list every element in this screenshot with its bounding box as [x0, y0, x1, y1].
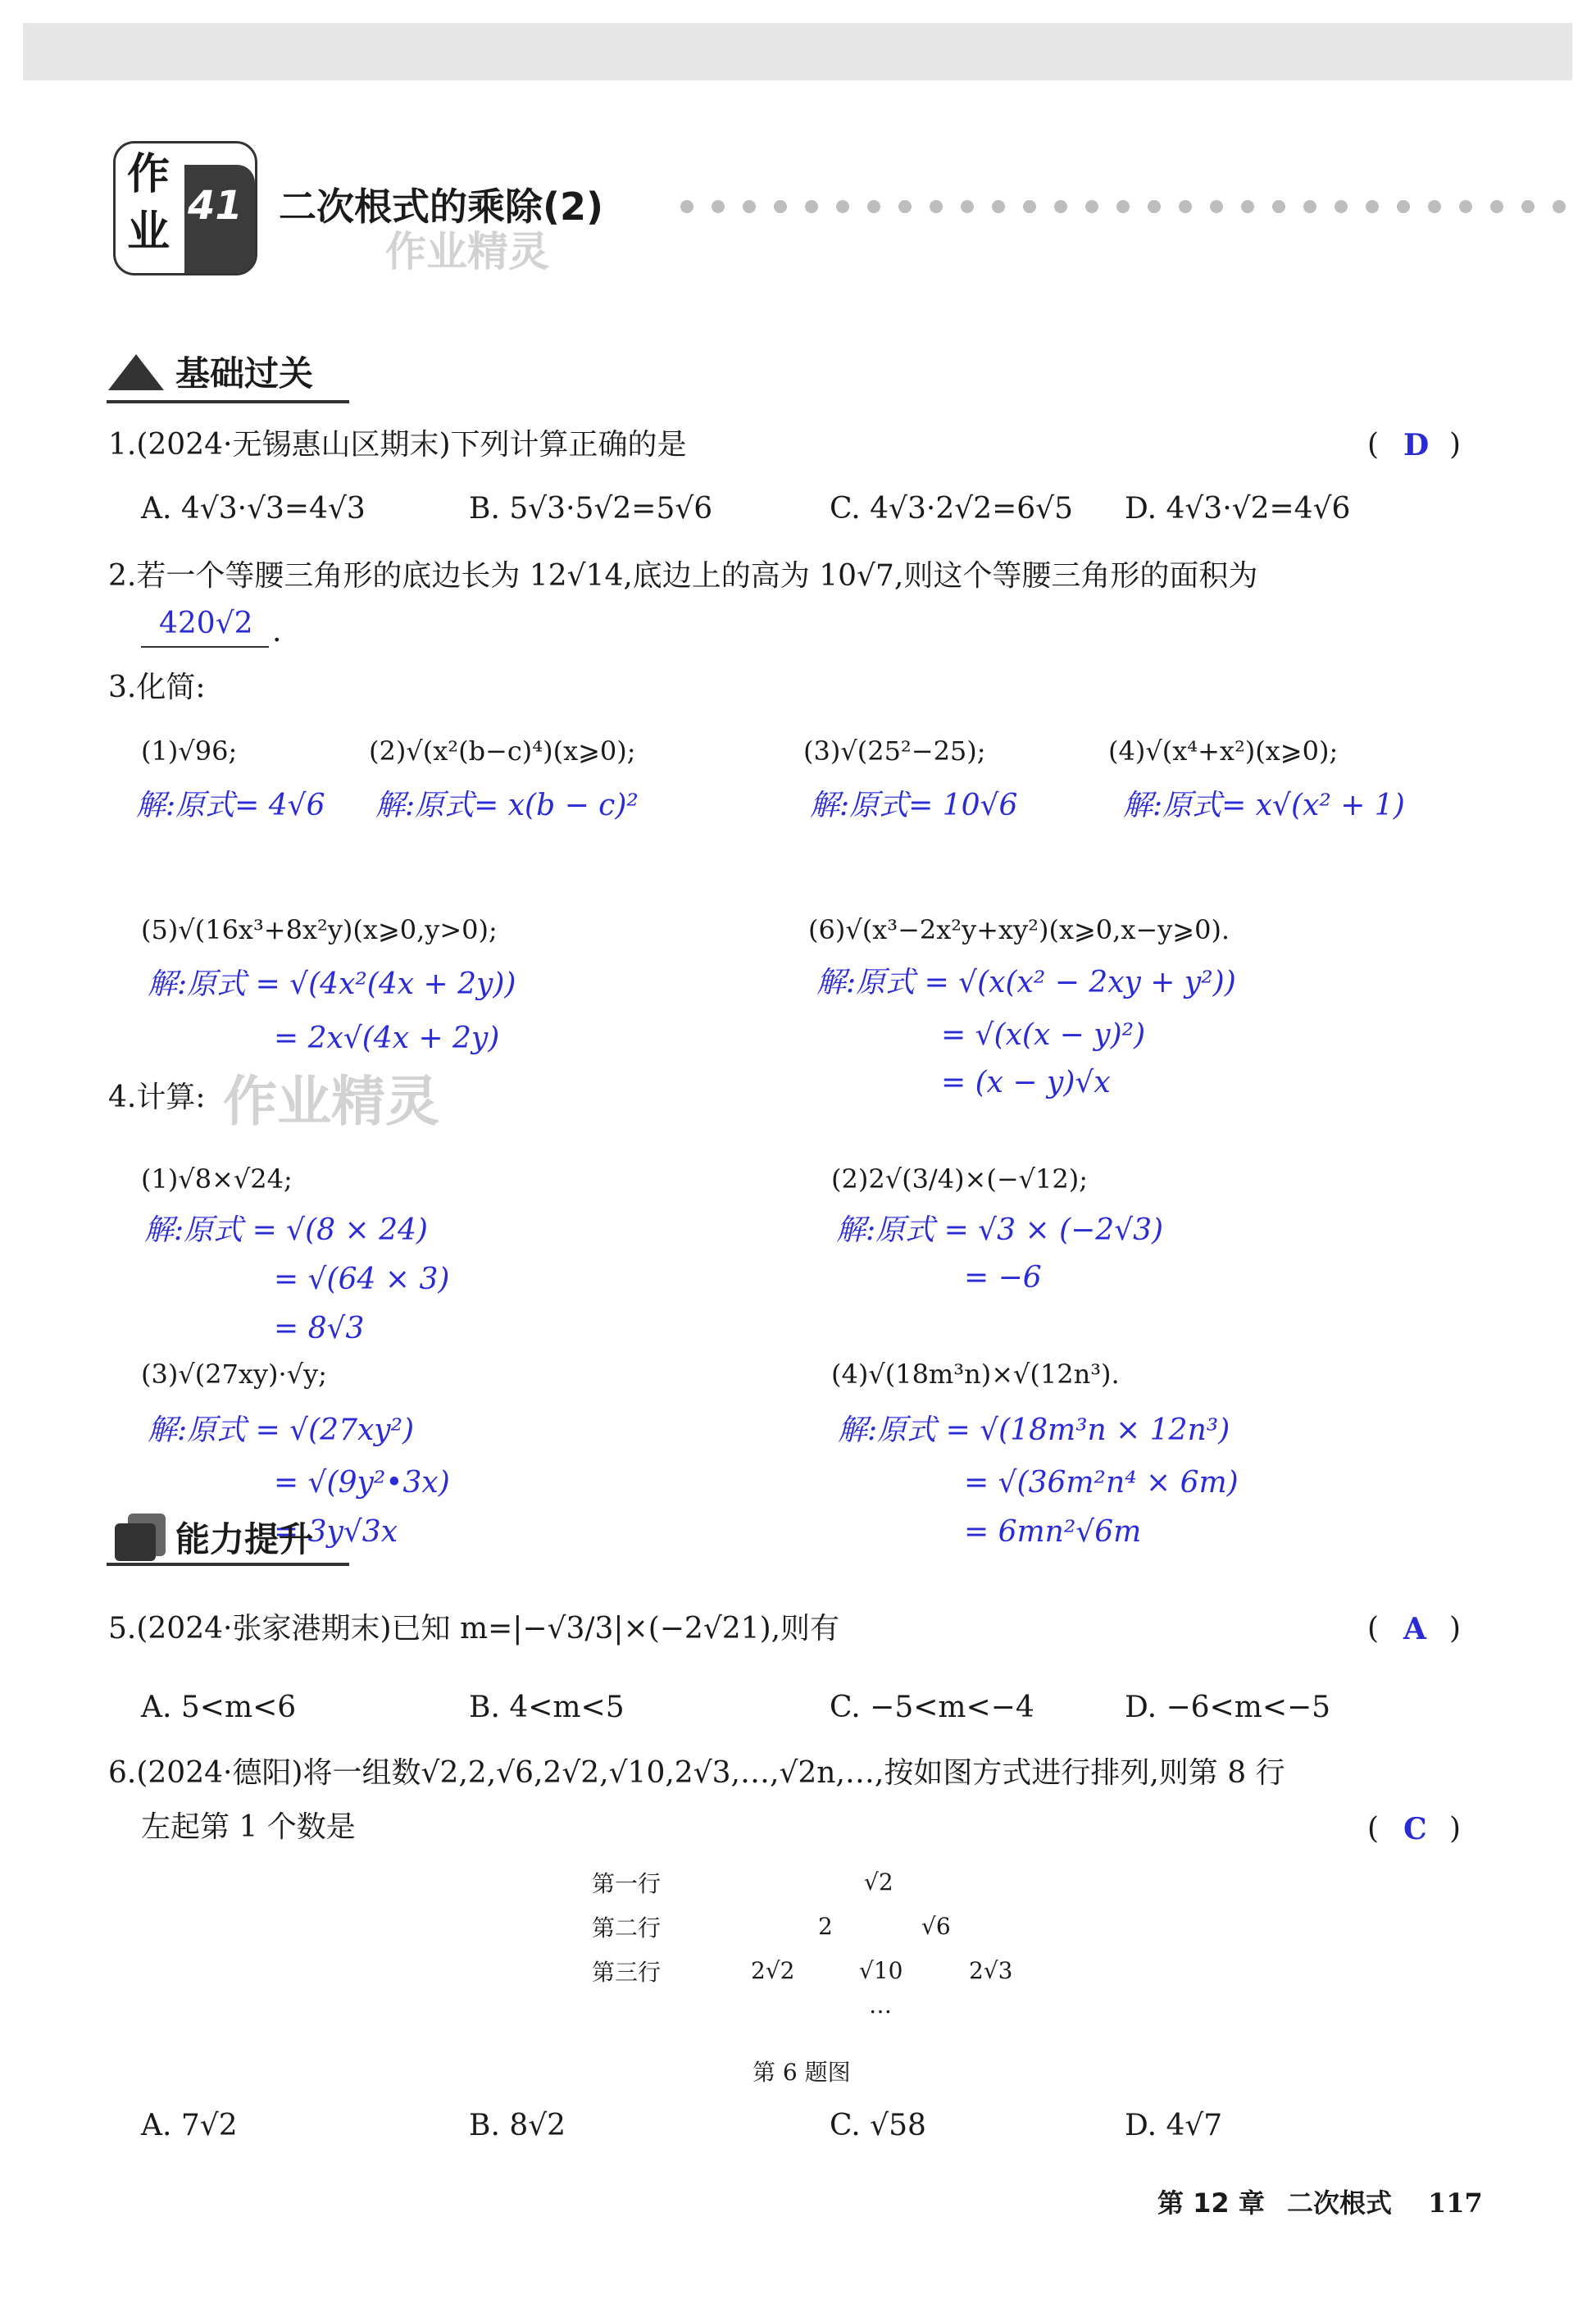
q3-answer-3: 解:原式= 10√6 — [810, 789, 1018, 822]
q4-p1-line-3: = 8√3 — [274, 1312, 365, 1345]
q4-part-1: (1)√8×√24; — [141, 1163, 293, 1195]
q3-p5-line-1: 解:原式 = √(4x²(4x + 2y)) — [148, 967, 516, 1001]
q1-option-c: C. 4√3·2√2=6√5 — [830, 492, 1073, 526]
q6-option-b: B. 8√2 — [469, 2109, 566, 2142]
q3-p5-line-2: = 2x√(4x + 2y) — [274, 1022, 500, 1055]
figure-caption: 第 6 题图 — [753, 2059, 851, 2086]
q3-answer-1: 解:原式= 4√6 — [136, 789, 325, 822]
assignment-badge — [113, 141, 257, 275]
section1-title: 基础过关 — [175, 353, 314, 394]
section2-title: 能力提升 — [175, 1519, 314, 1559]
q3-answer-4: 解:原式= x√(x² + 1) — [1123, 789, 1405, 822]
q6-answer: C — [1403, 1812, 1427, 1846]
q3-p6-line-2: = √(x(x − y)²) — [941, 1018, 1146, 1052]
watermark-top: 作业精灵 — [385, 228, 549, 275]
footer-chapter: 第 12 章 — [1157, 2187, 1265, 2219]
figure-row3-value-2: √10 — [859, 1957, 903, 1984]
q5-option-c: C. −5<m<−4 — [830, 1691, 1034, 1724]
q4-p3-line-2: = √(9y²•3x) — [274, 1466, 450, 1500]
footer-chapter-title: 二次根式 — [1287, 2187, 1393, 2219]
q4-stem: 4.计算: — [108, 1081, 206, 1114]
top-band — [23, 23, 1572, 80]
q3-part-1: (1)√96; — [141, 735, 238, 767]
q4-p2-line-2: = −6 — [964, 1261, 1042, 1295]
figure-row-label-2: 第二行 — [592, 1914, 662, 1941]
q5-option-a: A. 5<m<6 — [141, 1691, 297, 1724]
q2-stem: 2.若一个等腰三角形的底边长为 12√14,底边上的高为 10√7,则这个等腰三角形的面积为 — [108, 559, 1258, 593]
q6-stem-line-2: 左起第 1 个数是 — [141, 1810, 356, 1844]
q4-p4-line-2: = √(36m²n⁴ × 6m) — [964, 1466, 1239, 1500]
q1-paren-left: ( — [1367, 428, 1380, 462]
q6-option-c: C. √58 — [830, 2109, 926, 2142]
q6-paren-left: ( — [1367, 1812, 1380, 1846]
watermark-middle: 作业精灵 — [223, 1070, 439, 1133]
title-dots — [680, 200, 1584, 216]
q3-part-3: (3)√(25²−25); — [803, 735, 986, 767]
section-triangle-icon — [108, 354, 164, 390]
q4-part-3: (3)√(27xy)·√y; — [141, 1359, 327, 1390]
q3-p6-line-3: = (x − y)√x — [941, 1066, 1111, 1099]
section2-underline — [107, 1563, 349, 1566]
q6-option-d: D. 4√7 — [1125, 2109, 1223, 2142]
q2-answer: 420√2 — [159, 607, 253, 640]
q3-stem: 3.化简: — [108, 671, 206, 704]
q1-paren-right: ) — [1449, 428, 1462, 462]
q3-part-4: (4)√(x⁴+x²)(x⩾0); — [1108, 735, 1339, 767]
figure-row3-value-1: 2√2 — [751, 1957, 795, 1984]
badge-top-char: 作 — [127, 150, 171, 199]
q4-p1-line-2: = √(64 × 3) — [274, 1263, 450, 1296]
page-title: 二次根式的乘除(2) — [279, 184, 604, 229]
q6-stem-line-1: 6.(2024·德阳)将一组数√2,2,√6,2√2,√10,2√3,…,√2n,…,按如图方式进行排列,则第 8 行 — [108, 1756, 1285, 1790]
page-number: 117 — [1428, 2187, 1483, 2219]
q4-part-4: (4)√(18m³n)×√(12n³). — [831, 1359, 1120, 1390]
q5-stem: 5.(2024·张家港期末)已知 m=|−√3/3|×(−2√21),则有 — [108, 1612, 840, 1646]
figure-row2-value-2: √6 — [921, 1913, 951, 1940]
badge-number: 41 — [188, 183, 243, 229]
q2-answer-line — [141, 646, 269, 648]
q1-answer: D — [1403, 428, 1430, 462]
q1-option-a: A. 4√3·√3=4√3 — [141, 492, 366, 526]
q3-p6-line-1: 解:原式 = √(x(x² − 2xy + y²)) — [816, 966, 1236, 999]
q6-option-a: A. 7√2 — [141, 2109, 238, 2142]
q3-part-5: (5)√(16x³+8x²y)(x⩾0,y>0); — [141, 914, 498, 945]
figure-row-label-1: 第一行 — [592, 1870, 662, 1897]
section2-block-icon-front — [115, 1523, 156, 1561]
q1-option-b: B. 5√3·5√2=5√6 — [469, 492, 713, 526]
q4-p3-line-3: = 3y√3x — [274, 1515, 398, 1549]
figure-row2-value-1: 2 — [818, 1913, 833, 1940]
q1-option-d: D. 4√3·√2=4√6 — [1125, 492, 1351, 526]
figure-ellipsis: … — [869, 1992, 892, 2019]
q2-period: . — [272, 615, 282, 649]
q3-answer-2: 解:原式= x(b − c)² — [375, 789, 639, 822]
badge-bottom-char: 业 — [127, 207, 171, 257]
q4-p3-line-1: 解:原式 = √(27xy²) — [148, 1413, 415, 1447]
q5-option-b: B. 4<m<5 — [469, 1691, 625, 1724]
figure-row1-value-1: √2 — [864, 1869, 893, 1896]
figure-row-label-3: 第三行 — [592, 1959, 662, 1986]
q3-part-2: (2)√(x²(b−c)⁴)(x⩾0); — [369, 735, 636, 767]
q4-part-2: (2)2√(3/4)×(−√12); — [831, 1163, 1089, 1195]
q1-stem: 1.(2024·无锡惠山区期末)下列计算正确的是 — [108, 428, 687, 462]
figure-row3-value-3: 2√3 — [969, 1957, 1013, 1984]
q5-paren-right: ) — [1449, 1612, 1462, 1646]
q6-paren-right: ) — [1449, 1812, 1462, 1846]
q4-p4-line-3: = 6mn²√6m — [964, 1515, 1142, 1549]
q5-answer: A — [1403, 1612, 1426, 1646]
section1-underline — [107, 400, 349, 403]
q5-paren-left: ( — [1367, 1612, 1380, 1646]
q3-part-6: (6)√(x³−2x²y+xy²)(x⩾0,x−y⩾0). — [808, 914, 1230, 945]
q4-p1-line-1: 解:原式 = √(8 × 24) — [144, 1213, 428, 1247]
q5-option-d: D. −6<m<−5 — [1125, 1691, 1331, 1724]
q4-p4-line-1: 解:原式 = √(18m³n × 12n³) — [838, 1413, 1230, 1447]
q4-p2-line-1: 解:原式 = √3 × (−2√3) — [836, 1213, 1164, 1247]
